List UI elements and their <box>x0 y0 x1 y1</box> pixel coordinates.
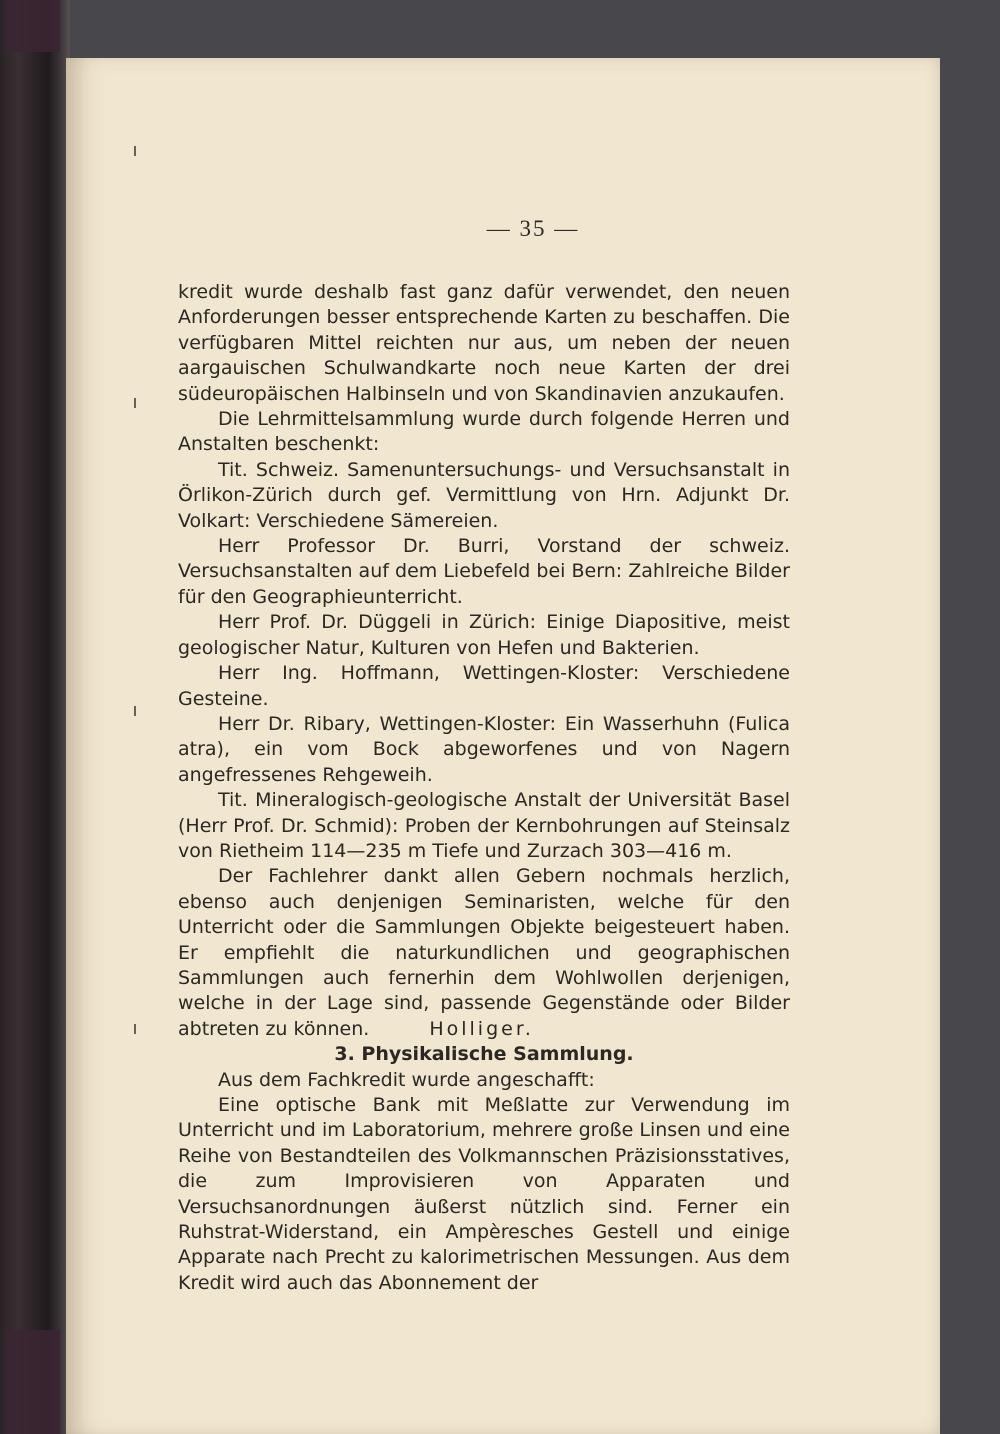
paragraph-acquisitions: Eine optische Bank mit Meßlatte zur Verwendung im Unterricht und im Laboratorium, mehrere große Linsen und eine Reihe von Bestandteilen des Volkmannschen Präzisionsstatives, die zum Improvisieren von Apparaten und Versuchsanordnungen äußerst nützlich sind. Ferner ein Ruhstrat-Widerstand, ein Ampèresches Gestell und einige Apparate nach Precht zu kalorimetrischen Messungen. Aus dem Kredit wird auch das Abonnement der <box>178 1094 790 1294</box>
paragraph-donation-hoffmann: Herr Ing. Hoffmann, Wettingen-Kloster: Verschiedene Gesteine. <box>178 662 790 710</box>
section-heading: 3. Physikalische Sammlung. <box>334 1043 634 1066</box>
margin-mark <box>134 398 142 408</box>
paragraph-thanks <box>178 864 790 1042</box>
book-page <box>66 58 940 1434</box>
margin-mark <box>134 146 142 156</box>
paragraph-acquisitions-intro: Aus dem Fachkredit wurde angeschafft: <box>218 1068 595 1091</box>
binding-band-top <box>6 0 60 52</box>
signature: Holliger. <box>429 1017 534 1040</box>
margin-mark <box>134 1024 142 1034</box>
paragraph-donation-oerlikon: Tit. Schweiz. Samenuntersuchungs- und Versuchsanstalt in Örlikon-Zürich durch gef. Vermittlung von Hrn. Adjunkt Dr. Volkart: Verschiedene Sämereien. <box>178 458 790 532</box>
binding-band-bottom <box>6 1330 60 1434</box>
body-text <box>178 280 790 1296</box>
paragraph-donation-dueggeli: Herr Prof. Dr. Düggeli in Zürich: Einige Diapositive, meist geologischer Natur, Kulturen von Hefen und Bakterien. <box>178 611 790 659</box>
paragraph-continuation: kredit wurde deshalb fast ganz dafür verwendet, den neuen Anforderungen besser entsprechende Karten zu beschaffen. Die verfügbaren Mittel reichten nur aus, um neben der neuen aargauischen Schulwandkarte noch neue Karten der drei südeuropäischen Halbinseln und von Skandinavien anzukaufen. <box>178 281 790 405</box>
book-binding <box>0 0 70 1434</box>
paragraph-donation-burri: Herr Professor Dr. Burri, Vorstand der schweiz. Versuchsanstalten auf dem Liebefeld bei Bern: Zahlreiche Bilder für den Geographieunterricht. <box>178 535 790 608</box>
margin-mark <box>134 706 142 716</box>
paragraph-donations-intro: Die Lehrmittelsammlung wurde durch folgende Herren und Anstalten beschenkt: <box>178 408 790 456</box>
page-number: — 35 — <box>486 216 580 241</box>
thanks-text: Der Fachlehrer dankt allen Gebern nochmals herzlich, ebenso auch denjenigen Seminaristen, welche für den Unterricht oder die Sammlungen Objekte beigesteuert haben. Er empfiehlt die naturkundlichen und geographischen Sammlungen auch fernerhin dem Wohlwollen derjenigen, welche in der Lage sind, passende Gegenstände oder Bilder abtreten zu können. <box>178 865 790 1040</box>
paragraph-donation-basel: Tit. Mineralogisch-geologische Anstalt der Universität Basel (Herr Prof. Dr. Schmid): Proben der Kernbohrungen auf Steinsalz von Rietheim 114—235 m Tiefe und Zurzach 303—416 m. <box>178 789 790 862</box>
paragraph-donation-ribary: Herr Dr. Ribary, Wettingen-Kloster: Ein Wasserhuhn (Fulica atra), ein vom Bock abgeworfenes und von Nagern angefressenes Rehgeweih. <box>178 712 790 786</box>
